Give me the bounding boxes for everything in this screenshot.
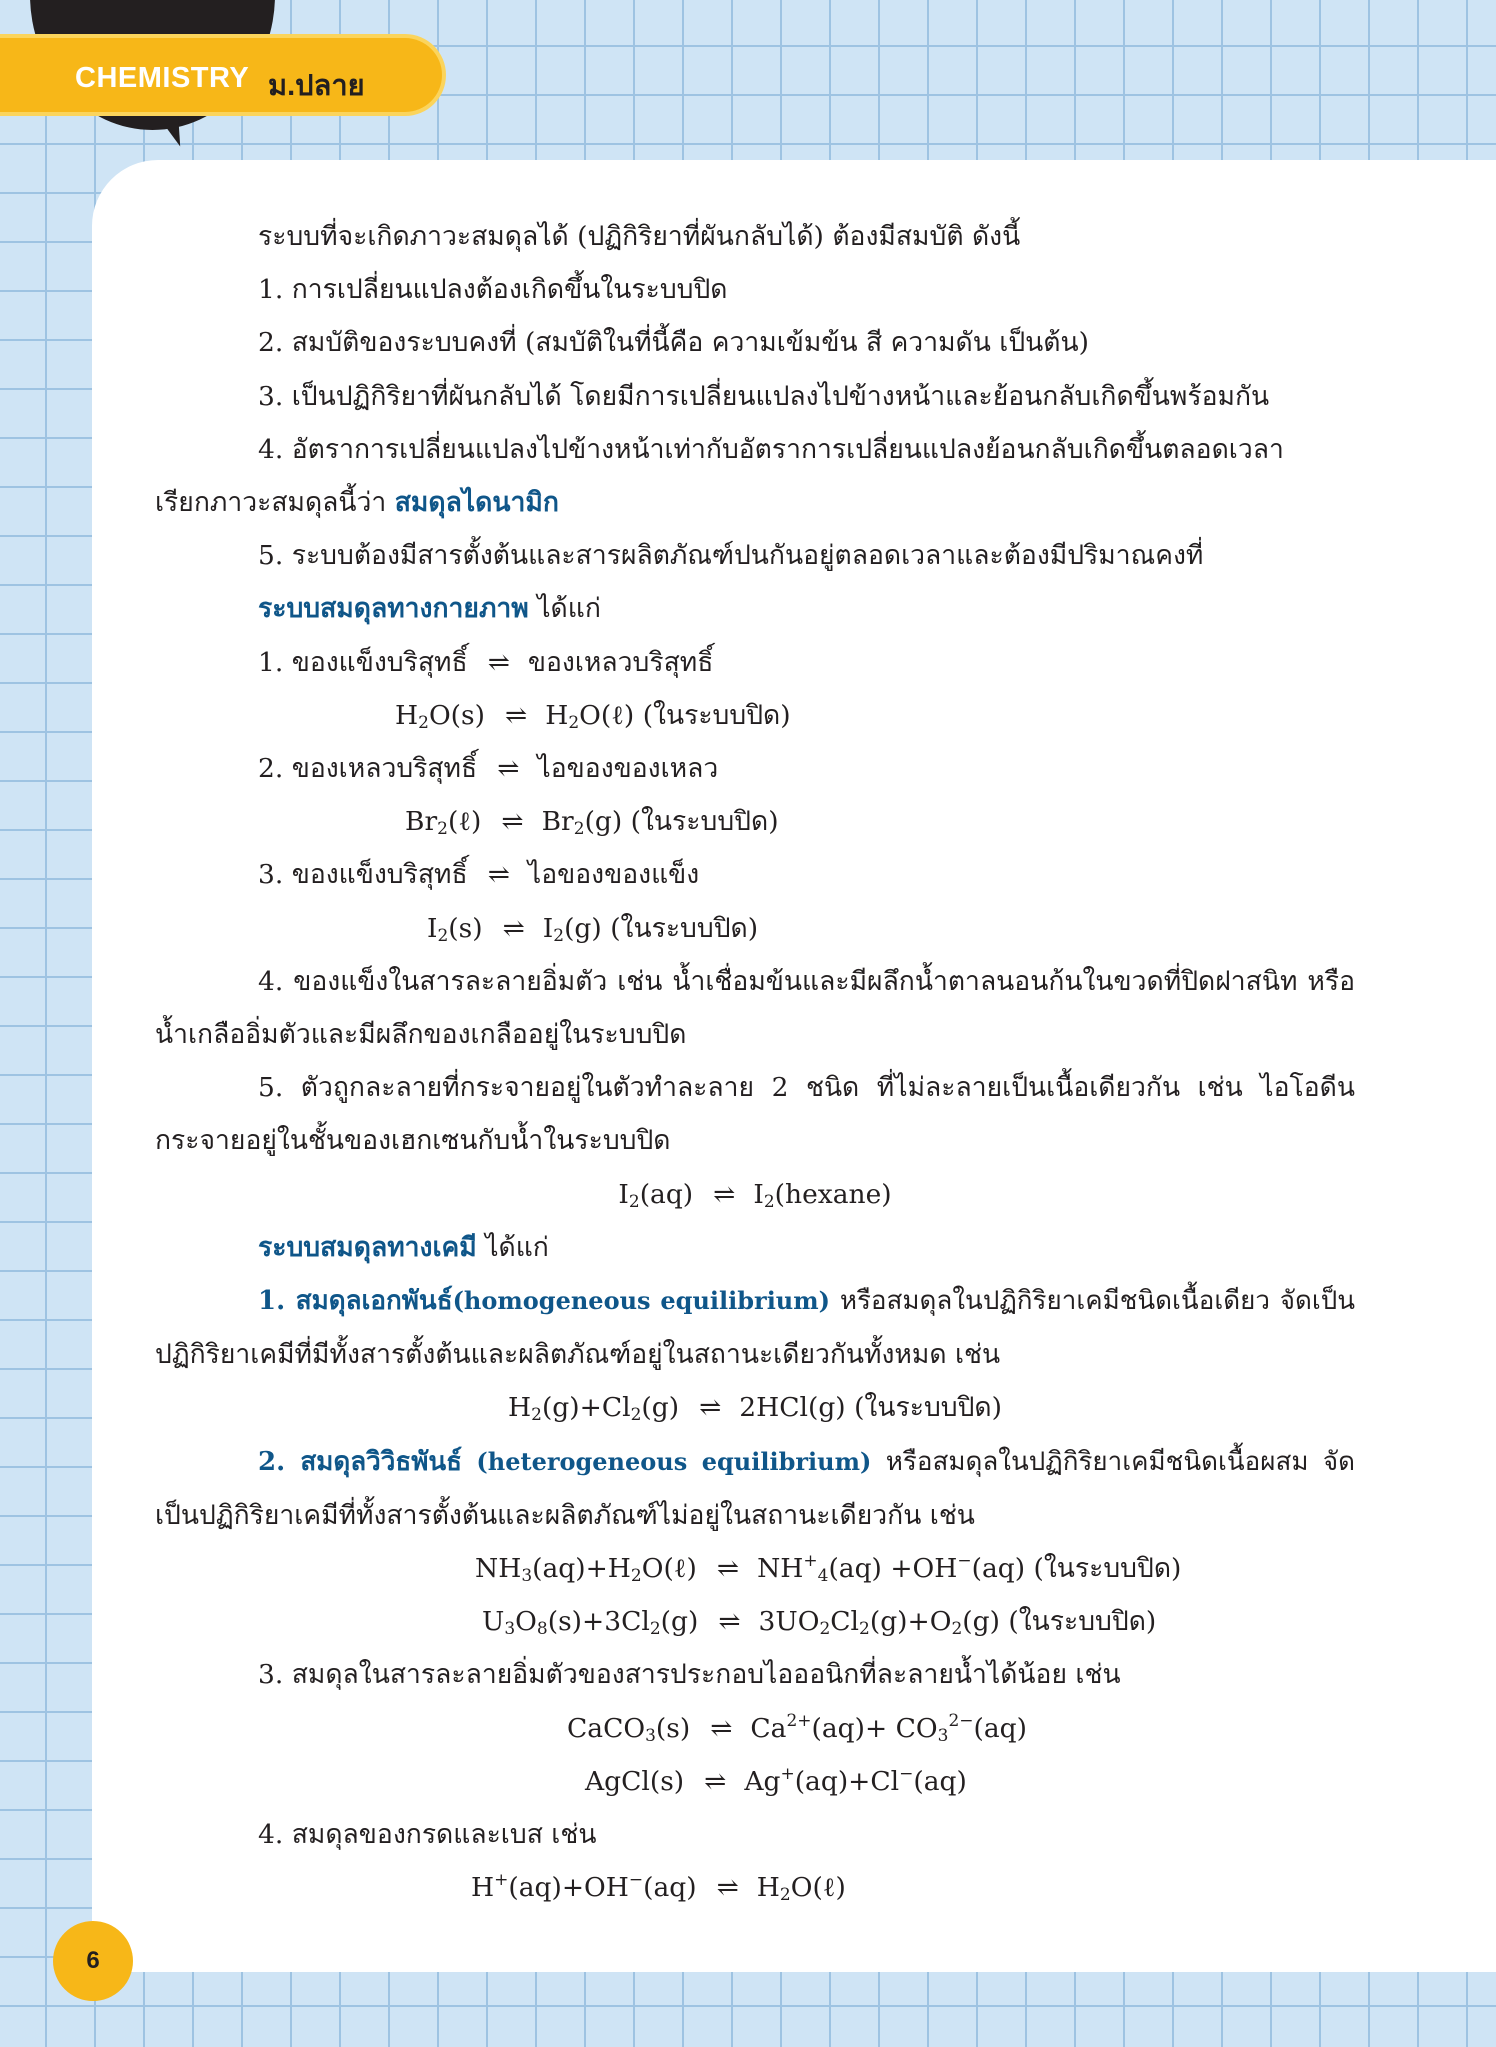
physical-item-5: 5. ตัวถูกละลายที่กระจายอยู่ในตัวทำละลาย 2 ชนิด ที่ไม่ละลายเป็นเนื้อเดียวกัน เช่น ไอโอดีน bbox=[258, 1072, 1355, 1104]
section-heading-chemical: ระบบสมดุลทางเคมี ได้แก่ bbox=[258, 1231, 549, 1263]
equation-bromine: $Br_2(\ell)$ ⇌ $Br_2(g)$ (ในระบบปิด) bbox=[405, 806, 779, 840]
list-item: 5. ระบบต้องมีสารตั้งต้นและสารผลิตภัณฑ์ปนกันอยู่ตลอดเวลาและต้องมีปริมาณคงที่ bbox=[258, 540, 1204, 572]
chemical-item-4: 4. สมดุลของกรดและเบส เช่น bbox=[258, 1819, 597, 1851]
section-heading-physical: ระบบสมดุลทางกายภาพ ได้แก่ bbox=[258, 593, 601, 625]
chemical-item-1: 1. สมดุลเอกพันธ์(homogeneous equilibrium) หรือสมดุลในปฏิกิริยาเคมีชนิดเนื้อเดียว จัดเป็น bbox=[258, 1286, 1356, 1317]
equation-ammonia: $NH_3(aq)+H_2O(\ell)$ ⇌ $NH^+_4(aq) +OH^-(aq)$ (ในระบบปิด) bbox=[475, 1551, 1182, 1587]
equation-iodine: $I_2(s)$ ⇌ $I_2(g)$ (ในระบบปิด) bbox=[427, 912, 759, 946]
page-content bbox=[155, 210, 1355, 1915]
physical-item-4: 4. ของแข็งในสารละลายอิ่มตัว เช่น น้ำเชื่อมข้นและมีผลึกน้ำตาลนอนก้นในขวดที่ปิดฝาสนิท หรือ bbox=[258, 965, 1355, 997]
list-item: 1. การเปลี่ยนแปลงต้องเกิดขึ้นในระบบปิด bbox=[258, 274, 728, 306]
equation-silver-chloride: AgCl(s) ⇌ Ag+(aq)+Cl−(aq) bbox=[585, 1763, 967, 1797]
equation-iodine-hexane: $I_2(aq)$ ⇌ $I_2(hexane)$ bbox=[618, 1178, 892, 1212]
equation-calcium-carbonate: CaCO$_3$(s) ⇌ $Ca^{2+}(aq)+ CO_3^{2-}(aq)$ bbox=[567, 1710, 1027, 1746]
equation-water: $H_2O(s)$ ⇌ $H_2O(\ell)$ (ในระบบปิด) bbox=[395, 699, 791, 733]
chemical-item-2-cont: เป็นปฏิกิริยาเคมีที่ทั้งสารตั้งต้นและผลิตภัณฑ์ไม่อยู่ในสถานะเดียวกัน เช่น bbox=[155, 1499, 975, 1531]
physical-item-4-cont: น้ำเกลืออิ่มตัวและมีผลึกของเกลืออยู่ในระบบปิด bbox=[155, 1019, 687, 1051]
equation-uranium: $U_3O_8(s)+3Cl_2(g)$ ⇌ $3UO_2Cl_2(g)+O_2(g)$ (ในระบบปิด) bbox=[482, 1606, 1157, 1640]
header-level: ม.ปลาย bbox=[268, 70, 365, 102]
page-number: 6 bbox=[53, 1921, 133, 2001]
chemical-item-1-cont: ปฏิกิริยาเคมีที่มีทั้งสารตั้งต้นและผลิตภัณฑ์อยู่ในสถานะเดียวกันทั้งหมด เช่น bbox=[155, 1339, 1001, 1371]
chemical-item-3: 3. สมดุลในสารละลายอิ่มตัวของสารประกอบไอออนิกที่ละลายน้ำได้น้อย เช่น bbox=[258, 1659, 1121, 1691]
list-item: 4. อัตราการเปลี่ยนแปลงไปข้างหน้าเท่ากับอัตราการเปลี่ยนแปลงย้อนกลับเกิดขึ้นตลอดเวลา bbox=[258, 433, 1284, 465]
list-item: 3. เป็นปฏิกิริยาที่ผันกลับได้ โดยมีการเปลี่ยนแปลงไปข้างหน้าและย้อนกลับเกิดขึ้นพร้อมกัน bbox=[258, 380, 1270, 412]
equation-hcl: $H_2(g)+Cl_2(g)$ ⇌ 2HCl(g) (ในระบบปิด) bbox=[508, 1392, 1002, 1426]
physical-item-5-cont: กระจายอยู่ในชั้นของเฮกเซนกับน้ำในระบบปิด bbox=[155, 1125, 671, 1157]
term-dynamic-equilibrium: สมดุลไดนามิก bbox=[394, 487, 559, 519]
physical-item-1: 1. ของแข็งบริสุทธิ์ ⇌ ของเหลวบริสุทธิ์ bbox=[258, 646, 714, 678]
list-item-continuation: เรียกภาวะสมดุลนี้ว่า สมดุลไดนามิก bbox=[155, 487, 559, 519]
intro-line: ระบบที่จะเกิดภาวะสมดุลได้ (ปฏิกิริยาที่ผันกลับได้) ต้องมีสมบัติ ดังนี้ bbox=[258, 221, 1021, 252]
equation-acid-base: H+(aq)+OH−(aq) ⇌ $H_2O(\ell)$ bbox=[471, 1870, 846, 1906]
chemical-item-2: 2. สมดุลวิวิธพันธ์ (heterogeneous equilibrium) หรือสมดุลในปฏิกิริยาเคมีชนิดเนื้อผสม จัด bbox=[258, 1446, 1356, 1477]
physical-item-2: 2. ของเหลวบริสุทธิ์ ⇌ ไอของของเหลว bbox=[258, 753, 719, 785]
list-item: 2. สมบัติของระบบคงที่ (สมบัติในที่นี้คือ ความเข้มข้น สี ความดัน เป็นต้น) bbox=[258, 327, 1089, 359]
physical-item-3: 3. ของแข็งบริสุทธิ์ ⇌ ไอของของแข็ง bbox=[258, 859, 700, 891]
header-subject: CHEMISTRY bbox=[75, 62, 250, 94]
